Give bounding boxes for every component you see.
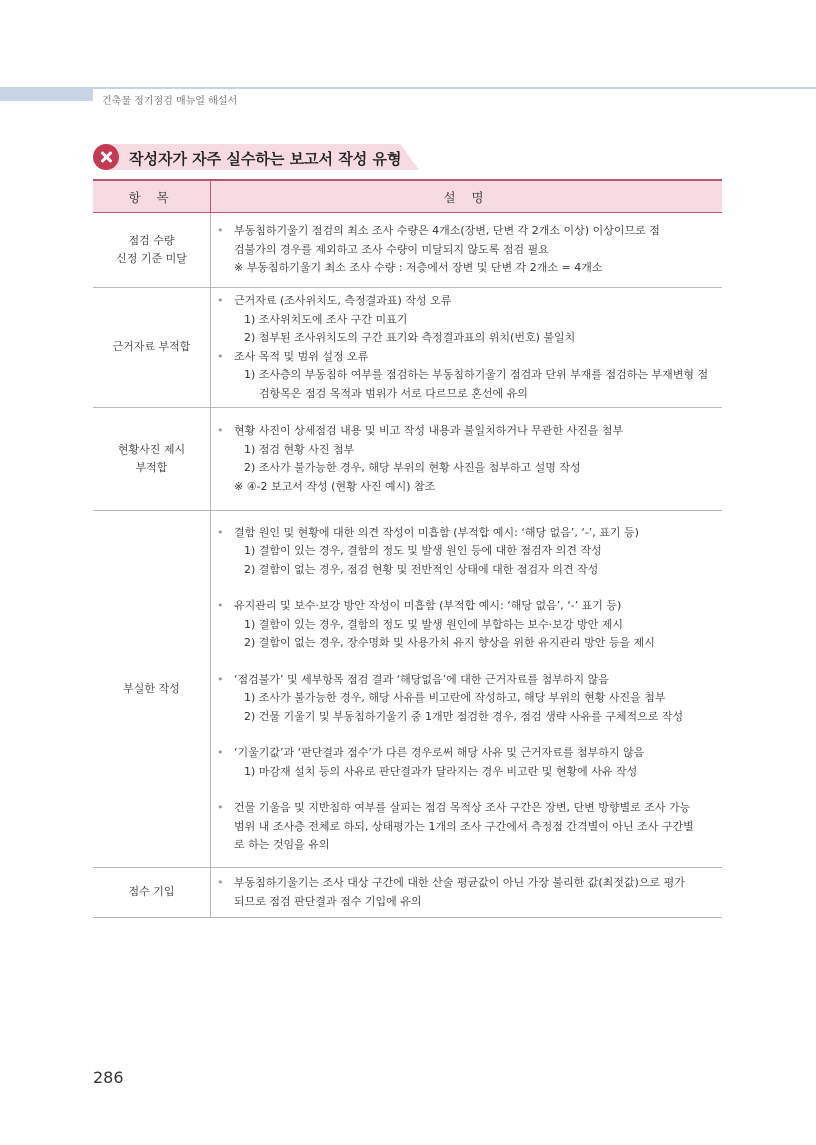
- description-line: [217, 689, 722, 708]
- row-description-cell: [211, 511, 723, 868]
- bullet-line: [217, 799, 722, 818]
- bullet-icon: •: [217, 525, 224, 539]
- item-label: 점검 수량: [128, 233, 175, 247]
- row-item-cell: [93, 511, 211, 868]
- paragraph-gap: [217, 726, 722, 744]
- line-text: ※ 부동침하기울기 최소 조사 수량 : 저층에서 장변 및 단변 각 2개소 = 4개소: [234, 261, 603, 275]
- bullet-line: [217, 597, 722, 616]
- bullet-icon: •: [217, 746, 224, 759]
- description-line: [217, 385, 722, 404]
- row-item-cell: [93, 288, 211, 408]
- line-text: 2) 조사가 불가능한 경우, 해당 부위의 현황 사진을 첨부하고 설명 작성: [244, 461, 581, 474]
- paragraph-gap: [217, 579, 722, 597]
- header-accent-bar: [0, 87, 93, 101]
- description-line: [217, 818, 722, 837]
- description-line: [217, 478, 722, 497]
- bullet-icon: •: [217, 801, 224, 814]
- row-item-cell: [93, 213, 211, 288]
- paragraph-gap: [217, 781, 722, 799]
- row-item-cell: [93, 408, 211, 511]
- line-text: ※ ④-2 보고서 작성 (현황 사진 예시) 참조: [234, 479, 436, 493]
- line-text: 근거자료 (조사위치도, 측정결과표) 작성 오류: [234, 294, 452, 307]
- line-text: 1) 결함이 있는 경우, 결함의 정도 및 발생 원인 등에 대한 점검자 의견 작성: [244, 544, 602, 557]
- bullet-line: [217, 292, 722, 311]
- table-row: [93, 868, 722, 918]
- line-text: 1) 결함이 있는 경우, 결함의 정도 및 발생 원인에 부합하는 보수·보강 방안 제시: [244, 617, 624, 631]
- line-text: 건물 기울음 및 지반침하 여부를 살피는 점검 목적상 조사 구간은 장변, 단변 방향별로 조사 가능: [234, 801, 691, 814]
- description-line: [217, 459, 722, 478]
- line-text: 2) 첨부된 조사위치도의 구간 표기와 측정결과표의 위치(번호) 불일치: [244, 331, 576, 344]
- row-description-cell: [211, 288, 723, 408]
- table-row: [93, 408, 722, 511]
- item-label: 근거자료 부적합: [112, 340, 191, 354]
- bullet-icon: •: [217, 349, 224, 363]
- mistakes-table: [93, 179, 722, 918]
- paragraph-gap: [217, 653, 722, 671]
- table-row: [93, 213, 722, 288]
- line-text: 되므로 점검 판단결과 점수 기입에 유의: [234, 894, 422, 908]
- running-header: 건축물 정기점검 매뉴얼 해설서: [102, 96, 238, 107]
- description-line: [217, 329, 722, 348]
- line-text: 현황 사진이 상세점검 내용 및 비고 작성 내용과 불일치하거나 무관한 사진을 첨부: [234, 424, 624, 437]
- line-text: 결함 원인 및 현황에 대한 의견 작성이 미흡함 (부적합 예시: ‘해당 없음’, ‘-’, 표기 등): [234, 525, 639, 539]
- bullet-icon: •: [217, 876, 224, 889]
- bullet-line: [217, 744, 722, 763]
- line-text: 2) 결함이 없는 경우, 점검 현황 및 전반적인 상태에 대한 점검자 의견 작성: [244, 562, 599, 576]
- section-title: 작성자가 자주 실수하는 보고서 작성 유형: [129, 150, 402, 168]
- bullet-icon: •: [217, 599, 224, 612]
- bullet-line: [217, 222, 722, 241]
- row-description-cell: [211, 868, 723, 918]
- description-line: [217, 441, 722, 460]
- line-text: 로 하는 것임을 유의: [234, 838, 330, 851]
- table-row: [93, 288, 722, 408]
- row-description-cell: [211, 213, 723, 288]
- line-text: ‘기울기값’과 ‘판단결과 점수’가 다른 경우로써 해당 사유 및 근거자료를 첨부하지 않음: [234, 746, 645, 759]
- line-text: 범위 내 조사층 전체로 하되, 상태평가는 1개의 조사 구간에서 측정점 간격별이 아닌 조사 구간별: [234, 819, 694, 833]
- description-line: [217, 561, 722, 580]
- description-line: [217, 708, 722, 727]
- description-line: [217, 836, 722, 855]
- column-header-description: 설 명: [211, 180, 723, 213]
- description-line: [217, 634, 722, 653]
- line-text: 2) 건물 기울기 및 부동침하기울기 중 1개만 점검한 경우, 점검 생략 사유를 구체적으로 작성: [244, 709, 684, 723]
- item-label: 부적합: [135, 461, 168, 474]
- bullet-icon: •: [217, 424, 224, 437]
- description-line: [217, 616, 722, 635]
- bullet-line: [217, 524, 722, 543]
- description-line: [217, 241, 722, 260]
- description-line: [217, 542, 722, 561]
- line-text: 조사 목적 및 범위 설정 오류: [234, 349, 369, 363]
- bullet-icon: •: [217, 224, 224, 238]
- item-label: 부실한 작성: [123, 681, 180, 695]
- description-line: [217, 763, 722, 782]
- table-header-row: [93, 180, 722, 213]
- header-rule: [93, 87, 816, 89]
- x-circle-icon: [93, 144, 119, 170]
- line-text: ‘점검불가’ 및 세부항목 점검 결과 ‘해당없음’에 대한 근거자료를 첨부하지 않음: [234, 672, 609, 686]
- row-description-cell: [211, 408, 723, 511]
- line-text: 유지관리 및 보수·보강 방안 작성이 미흡함 (부적합 예시: ‘해당 없음’, ‘-’ 표기 등): [234, 599, 622, 612]
- bullet-icon: •: [217, 294, 224, 307]
- line-text: 검항목은 점검 목적과 범위가 서로 다르므로 혼선에 유의: [259, 386, 528, 400]
- description-line: [217, 366, 722, 385]
- line-text: 검불가의 경우를 제외하고 조사 수량이 미달되지 않도록 점검 필요: [234, 242, 549, 256]
- column-header-item: 항 목: [93, 180, 211, 213]
- line-text: 1) 조사가 불가능한 경우, 해당 사유를 비고란에 작성하고, 해당 부위의 현황 사진을 첨부: [244, 691, 666, 704]
- line-text: 부동침하기울기 점검의 최소 조사 수량은 4개소(장변, 단변 각 2개소 이상) 이상이므로 점: [234, 224, 660, 238]
- bullet-icon: •: [217, 672, 224, 686]
- line-text: 1) 조사위치도에 조사 구간 미표기: [244, 312, 408, 326]
- item-label: 신정 기준 미달: [116, 252, 187, 265]
- line-text: 부동침하기울기는 조사 대상 구간에 대한 산술 평균값이 아닌 가장 불리한 값(최젓값)으로 평가: [234, 876, 685, 889]
- bullet-line: [217, 671, 722, 690]
- line-text: 1) 마감재 설치 등의 사유로 판단결과가 달라지는 경우 비고란 및 현황에 사유 작성: [244, 764, 638, 778]
- line-text: 1) 점검 현황 사진 첨부: [244, 442, 355, 456]
- bullet-line: [217, 874, 722, 893]
- row-item-cell: [93, 868, 211, 918]
- line-text: 1) 조사층의 부동침하 여부를 점검하는 부동침하기울기 점검과 단위 부재를 점검하는 부재변형 점: [244, 368, 709, 381]
- line-text: 2) 결함이 없는 경우, 장수명화 및 사용가치 유지 향상을 위한 유지관리 방안 등을 제시: [244, 636, 655, 649]
- description-line: [217, 893, 722, 912]
- item-label: 현황사진 제시: [117, 442, 186, 456]
- description-line: [217, 259, 722, 278]
- table-row: [93, 511, 722, 868]
- item-label: 점수 기입: [128, 885, 175, 899]
- bullet-line: [217, 422, 722, 441]
- page-number: 286: [93, 1068, 124, 1087]
- bullet-line: [217, 348, 722, 367]
- description-line: [217, 311, 722, 330]
